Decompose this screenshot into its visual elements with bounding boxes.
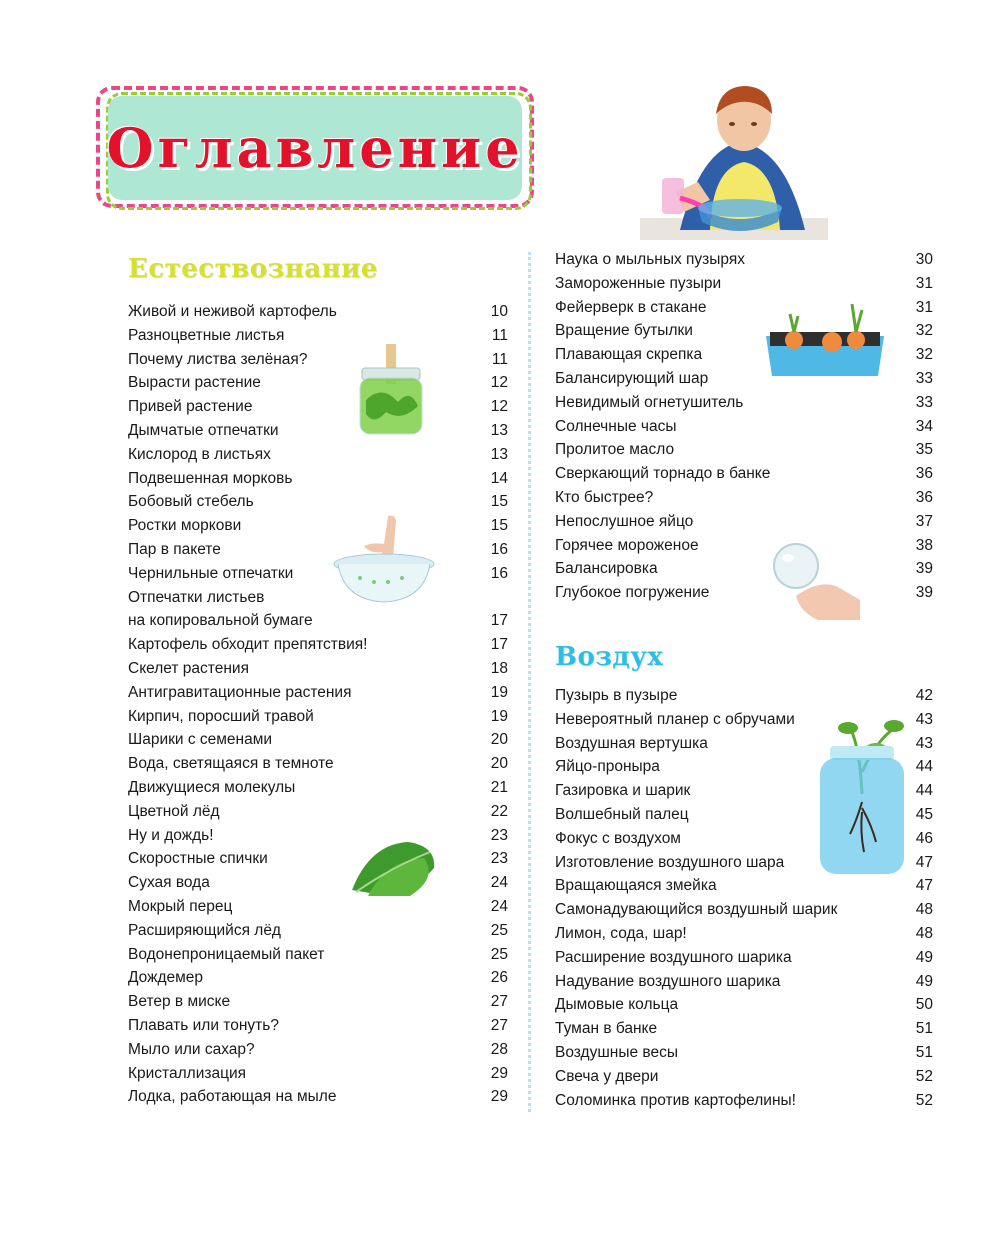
toc-entry-page: 49 [915, 972, 933, 990]
title-banner [96, 86, 534, 214]
toc-entry [128, 895, 508, 919]
toc-entry [555, 391, 933, 415]
toc-entry-title: Расширение воздушного шарика [555, 948, 792, 966]
toc-entry-title: Антигравитационные растения [128, 683, 352, 701]
toc-entry [128, 966, 508, 990]
toc-entry-page: 24 [490, 897, 508, 915]
toc-entry [555, 510, 933, 534]
toc-entry [555, 993, 933, 1017]
toc-entry [128, 562, 508, 586]
toc-entry-page: 44 [915, 782, 933, 800]
toc-entry-title: Водонепроницаемый пакет [128, 945, 325, 963]
toc-entry [128, 1062, 508, 1086]
toc-entry [128, 871, 508, 895]
toc-entry-title: Сухая вода [128, 874, 210, 892]
toc-entry-title: Вращающаяся змейка [555, 877, 717, 895]
toc-entry [555, 946, 933, 970]
toc-entry-page: 31 [915, 298, 933, 316]
toc-entry-title: Живой и неживой картофель [128, 303, 337, 320]
toc-entry-title: Невидимый огнетушитель [555, 393, 744, 411]
toc-entry [128, 943, 508, 967]
toc-entry [555, 534, 933, 558]
toc-entry-page: 39 [915, 560, 933, 578]
toc-entry-page: 33 [915, 393, 933, 411]
toc-entry [128, 847, 508, 871]
toc-entry [128, 395, 508, 419]
toc-entry [555, 898, 933, 922]
toc-entry [555, 248, 933, 272]
toc-entry-page: 36 [915, 488, 933, 506]
toc-entry [128, 728, 508, 752]
toc-entry-page: 21 [490, 778, 508, 796]
toc-entry-title: Шарики с семенами [128, 731, 273, 749]
toc-entry-title: Отпечатки листьев на копировальной бумаге [128, 588, 313, 630]
toc-entry-title: Картофель обходит препятствия! [128, 636, 368, 654]
toc-entry-page: 49 [915, 948, 933, 966]
toc-entry-page: 32 [915, 346, 933, 364]
toc-entry-page: 29 [490, 1088, 508, 1106]
toc-entry-page: 25 [490, 921, 508, 939]
toc-entry-title: Газировка и шарик [555, 782, 691, 800]
toc-entry-page: 12 [490, 374, 508, 392]
toc-entry-page: 50 [915, 996, 933, 1014]
toc-entry-title: Цветной лёд [128, 802, 220, 820]
toc-entry-page: 34 [915, 417, 933, 435]
toc-entry-title: Кристаллизация [128, 1064, 247, 1082]
toc-entry-title: Воздушные весы [555, 1043, 678, 1061]
toc-entry-title: Самонадувающийся воздушный шарик [555, 901, 838, 919]
toc-entry-title: Плавающая скрепка [555, 346, 703, 364]
toc-entry-title: Вращение бутылки [555, 322, 693, 340]
toc-entry-page: 17 [490, 636, 508, 654]
toc-entry [128, 1014, 508, 1038]
title-box [108, 96, 522, 200]
page-title: Оглавление [106, 116, 524, 180]
toc-entry-page: 10 [490, 303, 508, 320]
toc-entry-title: Чернильные отпечатки [128, 564, 294, 582]
toc-entry-page: 11 [491, 350, 508, 368]
toc-entry-page: 29 [490, 1064, 508, 1082]
toc-entry-title: Надувание воздушного шарика [555, 972, 781, 990]
toc-entry-title: Лимон, сода, шар! [555, 924, 687, 942]
toc-entry-title: Фейерверк в стакане [555, 298, 707, 316]
toc-entry-title: Ростки моркови [128, 517, 242, 535]
toc-entry-page: 13 [490, 421, 508, 439]
toc-entry-page: 43 [915, 734, 933, 752]
toc-entry [128, 490, 508, 514]
toc-entry [555, 1065, 933, 1089]
toc-entry-page: 16 [490, 564, 508, 582]
toc-entry-title: Вода, светящаяся в темноте [128, 755, 334, 773]
toc-entry [555, 684, 933, 708]
nature-entries-list [128, 300, 508, 1109]
toc-entry-title: Привей растение [128, 398, 253, 416]
toc-entry-title: Волшебный палец [555, 805, 689, 823]
toc-entry-title: Дымовые кольца [555, 996, 679, 1014]
toc-entry-title: Плавать или тонуть? [128, 1016, 279, 1034]
sprout-jar-illustration [812, 712, 912, 880]
toc-entry-page: 51 [915, 1020, 933, 1038]
toc-entry-title: Лодка, работающая на мыле [128, 1088, 337, 1106]
toc-entry-title: Глубокое погружение [555, 584, 710, 602]
toc-entry-page: 13 [490, 445, 508, 463]
toc-entry-title: Сверкающий торнадо в банке [555, 465, 771, 483]
toc-entry [128, 705, 508, 729]
toc-entry [555, 486, 933, 510]
toc-entry-page: 23 [490, 826, 508, 844]
toc-entry-page: 20 [490, 755, 508, 773]
toc-entry [555, 462, 933, 486]
toc-entry-title: Мокрый перец [128, 897, 233, 915]
toc-entry-title: Туман в банке [555, 1020, 658, 1038]
toc-entry-page: 52 [915, 1067, 933, 1085]
toc-entry-page: 26 [490, 969, 508, 987]
toc-entry [555, 272, 933, 296]
hand-bubble-illustration [766, 540, 862, 620]
toc-entry-page: 44 [915, 758, 933, 776]
toc-entry [555, 1017, 933, 1041]
toc-entry [128, 586, 508, 634]
toc-entry-title: Непослушное яйцо [555, 512, 694, 530]
toc-entry [555, 922, 933, 946]
toc-entry [128, 419, 508, 443]
toc-entry [128, 681, 508, 705]
toc-entry-title: Фокус с воздухом [555, 829, 681, 847]
toc-entry-page: 33 [915, 369, 933, 387]
toc-entry [128, 1085, 508, 1109]
toc-entry-page: 20 [490, 731, 508, 749]
toc-entry-title: Соломинка против картофелины! [555, 1091, 796, 1109]
toc-entry [128, 1038, 508, 1062]
toc-entry-title: Свеча у двери [555, 1067, 659, 1085]
carrot-tray-illustration [760, 296, 890, 382]
toc-entry-page: 39 [915, 584, 933, 602]
toc-entry-title: Скоростные спички [128, 850, 268, 868]
toc-entry [555, 970, 933, 994]
toc-entry [128, 467, 508, 491]
toc-entry-page: 27 [490, 993, 508, 1011]
toc-entry [555, 1089, 933, 1113]
toc-entry [555, 1041, 933, 1065]
toc-entry-page: 15 [490, 493, 508, 511]
toc-entry [128, 990, 508, 1014]
toc-entry-page: 36 [915, 465, 933, 483]
toc-entry [128, 348, 508, 372]
toc-entry-page: 45 [915, 805, 933, 823]
toc-entry [128, 514, 508, 538]
toc-entry-page: 28 [490, 1040, 508, 1058]
toc-entry-page: 38 [915, 536, 933, 554]
toc-entry [555, 581, 933, 605]
toc-entry-page: 27 [490, 1016, 508, 1034]
toc-entry [128, 776, 508, 800]
toc-entry [128, 371, 508, 395]
toc-entry-title: Дождемер [128, 969, 204, 987]
toc-entry [555, 415, 933, 439]
toc-entry-page: 14 [490, 469, 508, 487]
toc-entry-title: Пузырь в пузыре [555, 687, 678, 704]
toc-entry [555, 557, 933, 581]
toc-entry-title: Воздушная вертушка [555, 734, 708, 752]
toc-entry-page: 24 [490, 874, 508, 892]
toc-entry-title: Дымчатые отпечатки [128, 421, 279, 439]
section-heading-air: Воздух [555, 642, 664, 672]
toc-entry-page: 52 [915, 1091, 933, 1109]
toc-entry-title: Движущиеся молекулы [128, 778, 296, 796]
toc-entry [128, 538, 508, 562]
section-heading-nature: Естествознание [128, 254, 378, 284]
toc-entry [128, 919, 508, 943]
toc-entry [128, 657, 508, 681]
toc-entry-page: 23 [490, 850, 508, 868]
toc-entry-page: 16 [490, 540, 508, 558]
toc-entry-page: 32 [915, 322, 933, 340]
toc-entry-page: 11 [491, 326, 508, 344]
toc-entry [128, 752, 508, 776]
toc-entry [128, 633, 508, 657]
toc-entry-title: Балансировка [555, 560, 658, 578]
toc-entry [128, 443, 508, 467]
toc-entry-page: 51 [915, 1043, 933, 1061]
toc-entry-page: 35 [915, 441, 933, 459]
toc-entry-title: Ветер в миске [128, 993, 231, 1011]
column-divider [528, 252, 531, 1112]
toc-entry-title: Невероятный планер с обручами [555, 710, 795, 728]
toc-entry [128, 324, 508, 348]
toc-entry-title: Почему листва зелёная? [128, 350, 308, 368]
toc-entry-title: Балансирующий шар [555, 369, 709, 387]
toc-entry-title: Кислород в листьях [128, 445, 271, 463]
toc-entry-title: Подвешенная морковь [128, 469, 293, 487]
toc-entry-title: Вырасти растение [128, 374, 261, 392]
toc-entry-page: 43 [915, 710, 933, 728]
toc-entry-title: Расширяющийся лёд [128, 921, 281, 939]
toc-entry-title: Скелет растения [128, 659, 249, 677]
toc-entry-title: Мыло или сахар? [128, 1040, 255, 1058]
toc-entry-page: 19 [490, 683, 508, 701]
toc-entry-page: 15 [490, 517, 508, 535]
boy-pouring-illustration [640, 80, 828, 240]
toc-entry [128, 800, 508, 824]
toc-entry-title: Кто быстрее? [555, 488, 654, 506]
toc-entry [128, 300, 508, 324]
toc-entry-title: Пар в пакете [128, 540, 221, 558]
toc-entry-page: 42 [915, 687, 933, 704]
toc-entry [128, 824, 508, 848]
toc-entry-page: 12 [490, 398, 508, 416]
toc-entry-title: Разноцветные листья [128, 326, 285, 344]
toc-entry-title: Наука о мыльных пузырях [555, 251, 746, 268]
toc-entry-title: Горячее мороженое [555, 536, 699, 554]
toc-entry-page: 47 [915, 877, 933, 895]
toc-entry-page: 48 [915, 901, 933, 919]
jar-leaves-illustration [352, 340, 432, 440]
toc-entry-title: Яйцо-проныра [555, 758, 660, 776]
toc-entry-page: 31 [915, 274, 933, 292]
toc-entry-page: 30 [915, 251, 933, 268]
toc-entry-page: 19 [490, 707, 508, 725]
toc-entry-page: 18 [490, 659, 508, 677]
toc-entry-title: Кирпич, поросший травой [128, 707, 314, 725]
toc-entry-page: 17 [490, 612, 508, 630]
toc-entry [555, 438, 933, 462]
toc-entry-title: Пролитое масло [555, 441, 675, 459]
toc-entry-title: Бобовый стебель [128, 493, 254, 511]
toc-entry-title: Изготовление воздушного шара [555, 853, 785, 871]
toc-entry-page: 25 [490, 945, 508, 963]
toc-entry-page: 37 [915, 512, 933, 530]
toc-entry-title: Солнечные часы [555, 417, 677, 435]
hand-colander-illustration [330, 512, 438, 608]
toc-entry-page: 22 [490, 802, 508, 820]
toc-entry-title: Замороженные пузыри [555, 274, 722, 292]
toc-entry-page: 48 [915, 924, 933, 942]
toc-entry-page: 47 [915, 853, 933, 871]
spinach-illustration [346, 838, 442, 902]
toc-entry-page: 46 [915, 829, 933, 847]
toc-entry-title: Ну и дождь! [128, 826, 214, 844]
